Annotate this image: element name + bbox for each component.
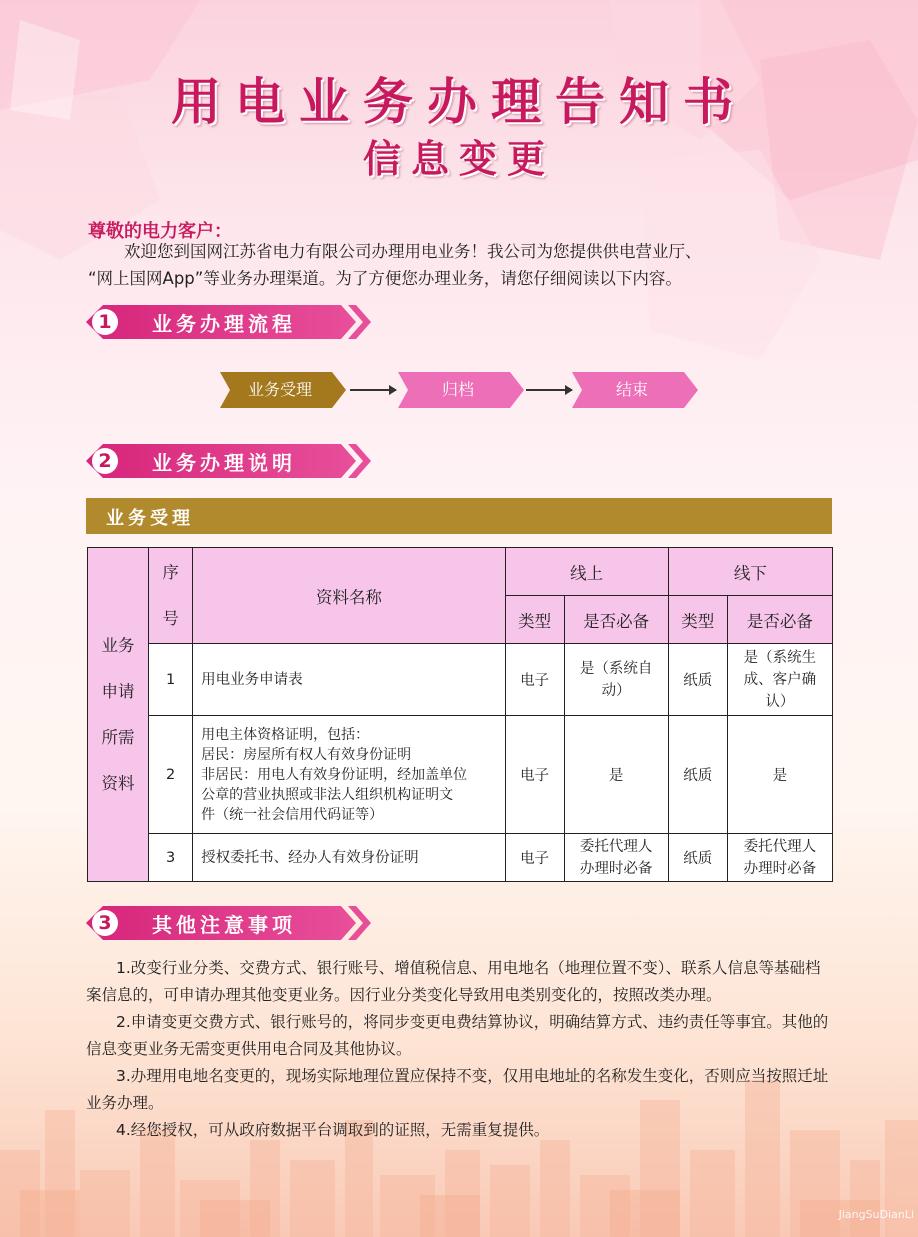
row-online-required (564, 834, 668, 882)
section-title: 业务办理流程 (152, 312, 296, 336)
row-offline-required-line: 成、客户确 (743, 671, 817, 688)
row-label-cell (88, 548, 149, 882)
row-offline-required (727, 834, 832, 882)
row-name-line: 非居民：用电人有效身份证明，经加盖单位 (201, 766, 468, 783)
row-offline-required-line: 是 (772, 768, 788, 784)
row-offline-required-line: 办理时必备 (743, 860, 817, 877)
row-offline-required-line: 是（系统生 (743, 649, 817, 666)
business-band-label: 业务受理 (106, 508, 194, 529)
row-online-type: 电子 (505, 716, 564, 834)
section-title: 其他注意事项 (152, 913, 296, 937)
row-name-line: 用电主体资格证明，包括： (201, 726, 370, 743)
row-online-required-line: 办理时必备 (579, 860, 653, 877)
section-title: 业务办理说明 (152, 451, 296, 475)
online-header: 线上 (505, 548, 668, 596)
flow-step-end (572, 372, 700, 408)
note-item: 1.改变行业分类、交费方式、银行账号、增值税信息、用电地名（地理位置不变）、联系人信息等基础档案信息的，可申请办理其他变更业务。因行业分类变化导致用电类别变化的，按照改类办理。 (86, 959, 821, 1004)
row-name-line: 公章的营业执照或非法人组织机构证明文 (201, 786, 454, 803)
table-row (88, 834, 833, 882)
row-seq: 3 (149, 834, 193, 882)
materials-table (87, 547, 833, 882)
greeting: 尊敬的电力客户： (88, 221, 232, 242)
table-row (88, 644, 833, 716)
row-online-required-line: 是（系统自 (579, 660, 653, 677)
table-row (88, 716, 833, 834)
business-band (86, 498, 832, 534)
row-label-line: 申请 (101, 681, 135, 701)
row-name (193, 834, 505, 882)
row-name-line: 件（统一社会信用代码证等） (201, 806, 384, 823)
row-offline-required (727, 716, 832, 834)
note-item: 2.申请变更交费方式、银行账号的，将同步变更电费结算协议，明确结算方式、违约责任等事宜。其他的信息变更业务无需变更供用电合同及其他协议。 (86, 1013, 829, 1058)
intro-line-2: “网上国网App”等业务办理渠道。为了方便您办理业务，请您仔细阅读以下内容。 (88, 269, 682, 288)
intro-line-1: 欢迎您到国网江苏省电力有限公司办理用电业务！我公司为您提供供电营业厅、 (124, 242, 702, 261)
row-seq: 2 (149, 716, 193, 834)
row-offline-type: 纸质 (668, 644, 727, 716)
page-title: 用电业务办理告知书 (171, 73, 747, 131)
section-number: 2 (92, 448, 118, 474)
name-header: 资料名称 (193, 548, 505, 644)
note-item: 4.经您授权，可从政府数据平台调取到的证照，无需重复提供。 (116, 1121, 550, 1139)
flow-arrow (526, 389, 572, 391)
online-type-header: 类型 (505, 596, 564, 644)
flow-step-label: 结束 (615, 380, 648, 399)
section-header-notes (86, 906, 371, 940)
page-subtitle: 信息变更 (362, 137, 555, 181)
row-offline-type: 纸质 (668, 716, 727, 834)
seq-header (149, 548, 193, 644)
row-label-line: 资料 (101, 773, 135, 793)
row-online-required (564, 716, 668, 834)
offline-header: 线下 (668, 548, 832, 596)
row-name (193, 644, 505, 716)
row-online-required-line: 委托代理人 (579, 838, 653, 855)
row-name-line: 授权委托书、经办人有效身份证明 (201, 849, 419, 866)
row-label-line: 业务 (101, 635, 135, 655)
row-offline-required (727, 644, 832, 716)
process-flow (220, 372, 700, 408)
row-online-required (564, 644, 668, 716)
flow-step-accept (220, 372, 348, 408)
row-offline-required-line: 认） (765, 693, 795, 710)
section-header-process (86, 305, 371, 339)
flow-step-label: 业务受理 (247, 380, 312, 399)
note-item: 3.办理用电地名变更的，现场实际地理位置应保持不变，仅用电地址的名称发生变化，否则应当按照迁址业务办理。 (86, 1067, 829, 1112)
row-name-line: 居民：房屋所有权人有效身份证明 (201, 746, 412, 763)
row-online-required-line: 动） (601, 682, 631, 699)
seq-header-bottom: 号 (162, 608, 179, 628)
row-online-required-line: 是 (608, 768, 624, 784)
row-online-type: 电子 (505, 834, 564, 882)
row-seq: 1 (149, 644, 193, 716)
section-number: 1 (92, 309, 118, 335)
seq-header-top: 序 (162, 562, 179, 582)
section-header-description (86, 444, 371, 478)
row-offline-required-line: 委托代理人 (743, 838, 817, 855)
intro-paragraph (88, 238, 830, 292)
row-label-line: 所需 (101, 727, 135, 747)
offline-required-header: 是否必备 (727, 596, 832, 644)
row-name-line: 用电业务申请表 (201, 671, 303, 688)
section-number: 3 (92, 910, 118, 936)
offline-type-header: 类型 (668, 596, 727, 644)
online-required-header: 是否必备 (564, 596, 668, 644)
flow-step-label: 归档 (441, 380, 474, 399)
flow-step-archive (398, 372, 526, 408)
flow-arrow (350, 389, 396, 391)
watermark: JiangSuDianLi (838, 1208, 914, 1221)
notes-list (86, 955, 836, 1144)
row-name (193, 716, 505, 834)
row-online-type: 电子 (505, 644, 564, 716)
row-offline-type: 纸质 (668, 834, 727, 882)
